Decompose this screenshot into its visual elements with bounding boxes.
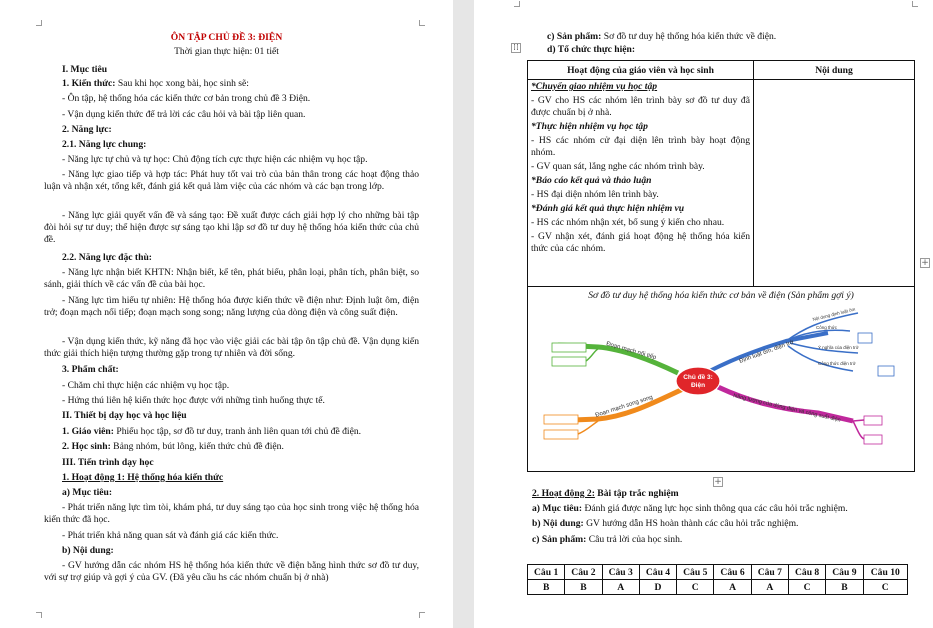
paragraph: - Phát triển năng lực tìm tòi, khám phá, tư duy sáng tạo của học sinh trong việc hệ thống hóa kiến thức đã học. xyxy=(44,502,419,525)
mindmap-sub-label: Công thức xyxy=(816,325,838,330)
mindmap-center-node xyxy=(676,367,720,395)
step-text: - HS đại diện nhóm lên trình bày. xyxy=(531,189,659,200)
steps-cell xyxy=(528,80,754,287)
answer-cell: B xyxy=(565,580,602,595)
paragraph: - GV hướng dẫn các nhóm HS hệ thống hóa kiến thức về điện bằng hình thức sơ đồ tư duy, với sự trợ giúp và gợi ý của GV. (Đã yêu cầu hs các nhóm chuẩn bị ở nhà) xyxy=(44,560,419,583)
margin-mark xyxy=(36,20,42,26)
answer-header: Câu 6 xyxy=(714,565,751,580)
list-item: - Hứng thú liên hệ kiến thức học được với những tình huống thực tế. xyxy=(62,395,325,406)
step-text: - HS các nhóm cử đại diện lên trình bày hoạt động nhóm. xyxy=(531,135,750,158)
answer-header: Câu 2 xyxy=(565,565,602,580)
mindmap-center-label: Chủ đề 3: xyxy=(683,374,713,381)
subsection-heading: 2.2. Năng lực đặc thù: xyxy=(62,252,152,263)
paragraph: - Năng lực nhận biết KHTN: Nhận biết, kể tên, phát biểu, phân loại, phân tích, phân biệt, so sánh, giải thích về các vấn đề của bài học. xyxy=(44,267,419,290)
product-line: c) Sản phẩm: Sơ đồ tư duy hệ thống hóa kiến thức về điện. xyxy=(547,31,777,42)
subsection-heading: d) Tổ chức thực hiện: xyxy=(547,44,636,55)
margin-mark xyxy=(419,612,425,618)
product-line: c) Sản phẩm: Câu trả lời của học sinh. xyxy=(532,534,683,545)
mindmap-branch-label: Đoạn mạch song song xyxy=(594,394,654,419)
step-title: *Báo cáo kết quả và thảo luận xyxy=(531,175,652,186)
answer-header: Câu 5 xyxy=(677,565,714,580)
list-item: - Ôn tập, hệ thống hóa các kiến thức cơ bản trong chủ đề 3 Điện. xyxy=(62,93,311,104)
activity-table xyxy=(527,60,915,472)
answer-cell: A xyxy=(751,580,788,595)
answer-cell: A xyxy=(602,580,639,595)
answer-header: Câu 4 xyxy=(639,565,676,580)
mindmap-image xyxy=(528,291,914,471)
step-text: - GV cho HS các nhóm lên trình bày sơ đồ tư duy đã được chuẩn bị ở nhà. xyxy=(531,95,750,118)
document-page-left xyxy=(0,0,453,628)
subsection-heading: b) Nội dung: xyxy=(62,545,114,556)
step-title: *Thực hiện nhiệm vụ học tập xyxy=(531,121,648,132)
answer-cell: B xyxy=(826,580,863,595)
table-header: Nội dung xyxy=(754,61,915,80)
activity-heading: 2. Hoạt động 2: Bài tập trắc nghiệm xyxy=(532,488,679,499)
answer-header: Câu 9 xyxy=(826,565,863,580)
answer-header: Câu 1 xyxy=(528,565,565,580)
section-heading: II. Thiết bị dạy học và học liệu xyxy=(62,410,187,421)
section-heading: 3. Phẩm chất: xyxy=(62,364,119,375)
paragraph: - Năng lực giao tiếp và hợp tác: Phát huy tốt vai trò của bản thân trong các hoạt động thảo luận và nhận xét, tổng kết, đánh giá kết quả làm việc của các nhóm và các bạn trong lớp. xyxy=(44,169,419,192)
answer-cell: C xyxy=(863,580,907,595)
section-heading: 2. Năng lực: xyxy=(62,124,112,135)
table-header: Hoạt động của giáo viên và học sinh xyxy=(528,61,754,80)
paragraph: - Năng lực giải quyết vấn đề và sáng tạo: Đề xuất được cách giải hợp lý cho những bài tập đòi hỏi sự tư duy; thể hiện được sự sáng tạo khi lập sơ đồ tư duy hệ thống hóa kiến thức của chủ đề. xyxy=(44,210,419,245)
list-item: - Chăm chỉ thực hiện các nhiệm vụ học tập. xyxy=(62,380,230,391)
knowledge-line: 1. Kiến thức: Sau khi học xong bài, học sinh sẽ: xyxy=(62,78,249,89)
list-item: - Vận dụng kiến thức để trả lời các câu hỏi và bài tập liên quan. xyxy=(62,109,306,120)
mindmap-branch-label: Định luật ôm, điện trở xyxy=(738,339,795,365)
duration: Thời gian thực hiện: 01 tiết xyxy=(174,46,279,57)
answer-cell: C xyxy=(677,580,714,595)
mindmap-branch-label: Năng lượng của dòng điện và công suất điện xyxy=(732,393,842,424)
plus-icon[interactable]: + xyxy=(921,258,929,268)
section-heading: III. Tiến trình dạy học xyxy=(62,457,154,468)
margin-mark xyxy=(514,1,520,7)
mindmap-caption: Sơ đồ tư duy hệ thống hóa kiến thức cơ bản về điện (Sản phẩm gợi ý) xyxy=(588,290,854,301)
paragraph: - Vận dụng kiến thức, kỹ năng đã học vào việc giải các bài tập ôn tập chủ đề. Vận dụng kiến thức giải thích hiện tượng thường gặp trong tự nhiên và đời sống. xyxy=(44,336,419,359)
subsection-heading: a) Mục tiêu: xyxy=(62,487,113,498)
section-heading: I. Mục tiêu xyxy=(62,64,108,75)
margin-mark xyxy=(912,1,918,7)
answer-cell: C xyxy=(788,580,825,595)
answer-header: Câu 7 xyxy=(751,565,788,580)
step-title: *Đánh giá kết quả thực hiện nhiệm vụ xyxy=(531,203,685,214)
step-title: *Chuyển giao nhiệm vụ học tập xyxy=(531,81,658,92)
answer-cell: A xyxy=(714,580,751,595)
mindmap-sub-label: Nội dung định luật ôm xyxy=(812,306,856,322)
move-handle-icon[interactable]: ⁞⁞ xyxy=(511,43,521,53)
mindmap-center-label: Điện xyxy=(690,382,706,389)
list-item: - Phát triển khả năng quan sát và đánh giá các kiến thức. xyxy=(62,530,279,541)
margin-mark xyxy=(419,20,425,26)
student-line: 2. Học sinh: Bảng nhóm, bút lông, kiến thức chủ đề điện. xyxy=(62,441,284,452)
answer-header: Câu 3 xyxy=(602,565,639,580)
mindmap-sub-label: Ý nghĩa của điện trở xyxy=(818,345,859,350)
document-page-right xyxy=(474,0,933,628)
content-line: b) Nội dung: GV hướng dẫn HS hoàn thành các câu hỏi trắc nghiệm. xyxy=(532,518,799,529)
mindmap-branch-label: Đoạn mạch nối tiếp xyxy=(605,341,657,362)
mindmap-sub-label: Công thức điện trở xyxy=(818,361,856,366)
subsection-heading: 2.1. Năng lực chung: xyxy=(62,139,147,150)
step-text: - HS các nhóm nhận xét, bổ sung ý kiến cho nhau. xyxy=(531,217,725,228)
list-item: - Năng lực tự chủ và tự học: Chủ động tích cực thực hiện các nhiệm vụ học tập. xyxy=(62,154,368,165)
mindmap-cell xyxy=(528,287,915,472)
step-text: - GV nhận xét, đánh giá hoạt động hệ thống hóa kiến thức của các nhóm. xyxy=(531,231,750,254)
activity-heading: 1. Hoạt động 1: Hệ thống hóa kiến thức xyxy=(62,472,224,483)
content-cell xyxy=(754,80,915,287)
step-text: - GV quan sát, lắng nghe các nhóm trình bày. xyxy=(531,161,705,172)
answer-cell: B xyxy=(528,580,565,595)
plus-icon[interactable]: + xyxy=(714,477,722,487)
margin-mark xyxy=(36,612,42,618)
answer-cell: D xyxy=(639,580,676,595)
answer-header: Câu 10 xyxy=(863,565,907,580)
document-title: ÔN TẬP CHỦ ĐỀ 3: ĐIỆN xyxy=(170,32,283,43)
paragraph: - Năng lực tìm hiểu tự nhiên: Hệ thống hóa được kiến thức về điện như: Định luật ôm, điện trở; đoạn mạch nối tiếp; đoạn mạch song song; năng lượng của dòng điện và công suất điện. xyxy=(44,295,419,318)
answer-header: Câu 8 xyxy=(788,565,825,580)
teacher-line: 1. Giáo viên: Phiếu học tập, sơ đồ tư duy, tranh ảnh liên quan tới chủ đề điện. xyxy=(62,426,362,437)
answer-table xyxy=(527,564,908,595)
objective-line: a) Mục tiêu: Đánh giá được năng lực học sinh thông qua các câu hỏi trắc nghiệm. xyxy=(532,503,848,514)
